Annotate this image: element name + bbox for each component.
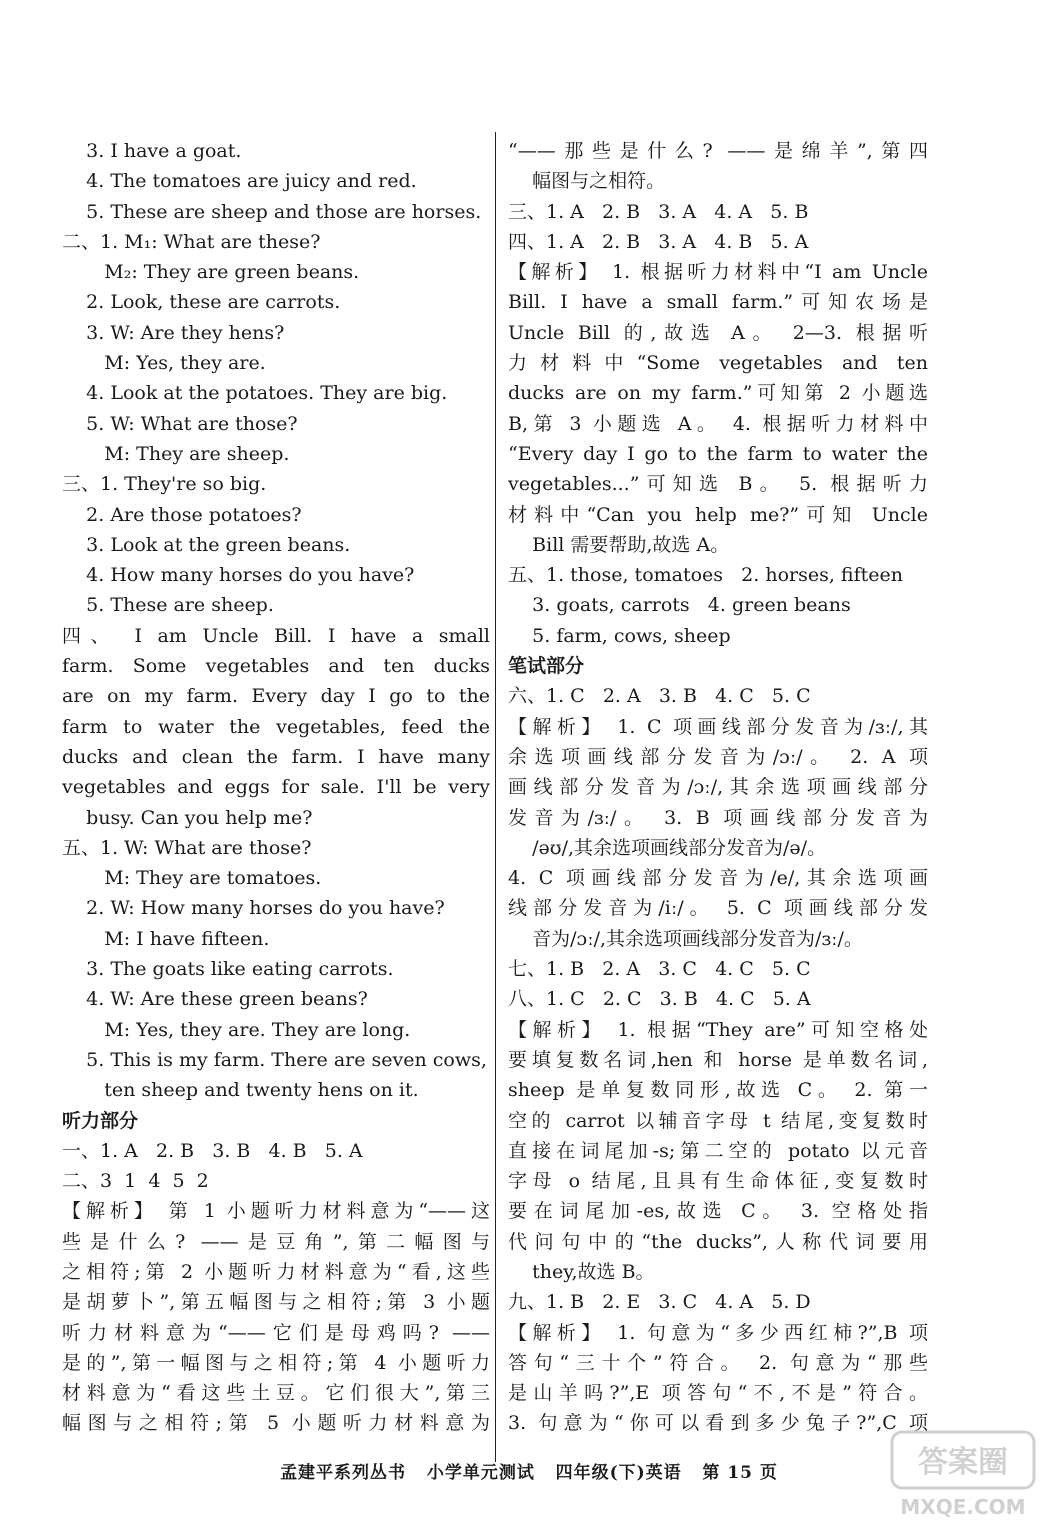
text-line: 要填复数名词,hen 和 horse 是单数名词, (508, 1048, 928, 1071)
text-line: 4. Look at the potatoes. They are big. (62, 382, 448, 405)
section-heading: 听力部分 (62, 1109, 139, 1132)
text-line: 幅图与之相符。 (508, 170, 666, 193)
text-line: 【解析】 第 1 小题听力材料意为“——这 (62, 1200, 490, 1223)
text-line: 5. W: What are those? (62, 412, 298, 435)
text-line: 3. goats, carrots 4. green beans (508, 594, 851, 617)
text-line: 四、1. A 2. B 3. A 4. B 5. A (508, 230, 809, 253)
text-line: M: Yes, they are. (62, 352, 266, 375)
text-line: they,故选 B。 (508, 1260, 655, 1283)
text-line: ten sheep and twenty hens on it. (62, 1079, 419, 1102)
text-line: M₂: They are green beans. (62, 261, 360, 284)
text-line: 3. I have a goat. (62, 140, 242, 162)
text-line: Uncle Bill 的,故选 A。 2—3. 根据听 (508, 321, 928, 344)
watermark-glyphs: 答案圈 (918, 1445, 1008, 1480)
text-line: 4. The tomatoes are juicy and red. (62, 170, 417, 193)
text-line: farm. Some vegetables and ten ducks (62, 655, 490, 678)
text-line: 六、1. C 2. A 3. B 4. C 5. C (508, 685, 811, 708)
text-line: 音为/ɔː/,其余选项画线部分发音为/ɜː/。 (508, 927, 863, 950)
text-line: farm to water the vegetables, feed the (62, 715, 490, 738)
text-line: 一、1. A 2. B 3. B 4. B 5. A (62, 1139, 363, 1162)
text-line: ducks and clean the farm. I have many (62, 745, 490, 768)
text-line: 2. Are those potatoes? (62, 503, 302, 526)
text-line: 三、1. They're so big. (62, 473, 267, 496)
text-line: 2. Look, these are carrots. (62, 291, 341, 314)
text-line: “Every day I go to the farm to water the (508, 442, 928, 465)
text-line: 七、1. B 2. A 3. C 4. C 5. C (508, 958, 811, 981)
text-line: 2. W: How many horses do you have? (62, 897, 445, 920)
text-line: 5. This is my farm. There are seven cows, (62, 1048, 487, 1071)
text-line: 之相符;第 2 小题听力材料意为“看,这些 (62, 1260, 490, 1283)
text-line: 力材料中“Some vegetables and ten (508, 352, 928, 375)
text-line: Bill. I have a small farm.”可知农场是 (508, 291, 928, 314)
text-line: 材料中“Can you help me?”可知 Uncle (508, 503, 928, 526)
text-line: 3. The goats like eating carrots. (62, 958, 394, 981)
text-line: M: Yes, they are. They are long. (62, 1018, 411, 1041)
text-line: 代问句中的“the ducks”,人称代词要用 (508, 1230, 928, 1253)
text-line: 八、1. C 2. C 3. B 4. C 5. A (508, 988, 811, 1011)
right-column (508, 136, 928, 1439)
text-line: vegetables...”可知选 B。 5. 根据听力 (508, 473, 928, 496)
watermark-site: MXQE.COM (900, 1495, 1026, 1519)
text-line: 4. W: Are these green beans? (62, 988, 368, 1011)
text-line: /əʊ/,其余选项画线部分发音为/ə/。 (508, 836, 827, 859)
text-line: 四、 I am Uncle Bill. I have a small (62, 624, 490, 647)
text-line: 5. These are sheep and those are horses. (62, 200, 482, 223)
text-line: 答句“三十个”符合。 2. 句意为“那些 (508, 1351, 928, 1374)
text-line: 【解析】 1. C 项画线部分发音为/ɜː/,其 (508, 715, 928, 738)
text-line: 字母 o 结尾,且具有生命体征,变复数时 (508, 1170, 928, 1193)
section-heading: 笔试部分 (508, 655, 585, 678)
text-line: M: They are sheep. (62, 442, 290, 465)
text-line: 3. W: Are they hens? (62, 321, 285, 344)
text-line: 二、1. M₁: What are these? (62, 230, 321, 253)
text-line: 3. Look at the green beans. (62, 533, 351, 556)
watermark-logo (888, 1428, 1038, 1522)
text-line: 【解析】 1. 根据“They are”可知空格处 (508, 1018, 928, 1041)
text-line: 二、3 1 4 5 2 (62, 1170, 209, 1193)
text-line: 空的 carrot 以辅音字母 t 结尾,变复数时 (508, 1109, 928, 1132)
text-line: 五、1. those, tomatoes 2. horses, fifteen (508, 564, 903, 587)
text-line: 3. 句意为“你可以看到多少兔子?”,C 项 (508, 1412, 928, 1435)
text-line: 是山羊吗?”,E 项答句“不,不是”符合。 (508, 1382, 928, 1405)
text-line: 发音为/ɜː/。 3. B 项画线部分发音为 (508, 806, 928, 829)
page-footer: 孟建平系列丛书 小学单元测试 四年级(下)英语 第 15 页 (280, 1463, 778, 1483)
text-line: busy. Can you help me? (62, 806, 313, 829)
text-line: 材料意为“看这些土豆。它们很大”,第三 (62, 1382, 490, 1405)
text-line: 4. How many horses do you have? (62, 564, 415, 587)
text-line: vegetables and eggs for sale. I'll be very (62, 776, 490, 799)
text-line: M: I have fifteen. (62, 927, 270, 950)
text-line: ducks are on my farm.”可知第 2 小题选 (508, 382, 928, 405)
text-line: M: They are tomatoes. (62, 867, 322, 890)
left-column (62, 136, 490, 1439)
text-line: 5. These are sheep. (62, 594, 274, 617)
text-line: 三、1. A 2. B 3. A 4. A 5. B (508, 200, 809, 223)
text-line: 是胡萝卜”,第五幅图与之相符;第 3 小题 (62, 1291, 490, 1314)
text-line: 听力材料意为“——它们是母鸡吗? —— (62, 1321, 490, 1344)
text-line: 五、1. W: What are those? (62, 836, 312, 859)
text-line: 幅图与之相符;第 5 小题听力材料意为 (62, 1412, 490, 1435)
text-line: 【解析】 1. 根据听力材料中“I am Uncle (508, 261, 928, 284)
text-line: 九、1. B 2. E 3. C 4. A 5. D (508, 1291, 811, 1314)
text-line: 是的”,第一幅图与之相符;第 4 小题听力 (62, 1351, 490, 1374)
text-line: 4. C 项画线部分发音为/e/,其余选项画 (508, 867, 928, 890)
text-line: Bill 需要帮助,故选 A。 (508, 533, 730, 556)
text-line: 直接在词尾加-s;第二空的 potato 以元音 (508, 1139, 928, 1162)
text-line: B,第 3 小题选 A。 4. 根据听力材料中 (508, 412, 928, 435)
text-line: 画线部分发音为/ɔː/,其余选项画线部分 (508, 776, 928, 799)
column-divider (495, 132, 496, 1462)
text-line: are on my farm. Every day I go to the (62, 685, 490, 708)
text-line: 5. farm, cows, sheep (508, 624, 731, 647)
text-line: 要在词尾加-es,故选 C。 3. 空格处指 (508, 1200, 928, 1223)
text-line: “——那些是什么? ——是绵羊”,第四 (508, 140, 928, 162)
text-line: 线部分发音为/iː/。 5. C 项画线部分发 (508, 897, 928, 920)
text-line: 些是什么? ——是豆角”,第二幅图与 (62, 1230, 490, 1253)
text-line: 余选项画线部分发音为/ɔː/。 2. A 项 (508, 745, 928, 768)
text-line: sheep 是单复数同形,故选 C。 2. 第一 (508, 1079, 928, 1102)
text-line: 【解析】 1. 句意为“多少西红柿?”,B 项 (508, 1321, 928, 1344)
